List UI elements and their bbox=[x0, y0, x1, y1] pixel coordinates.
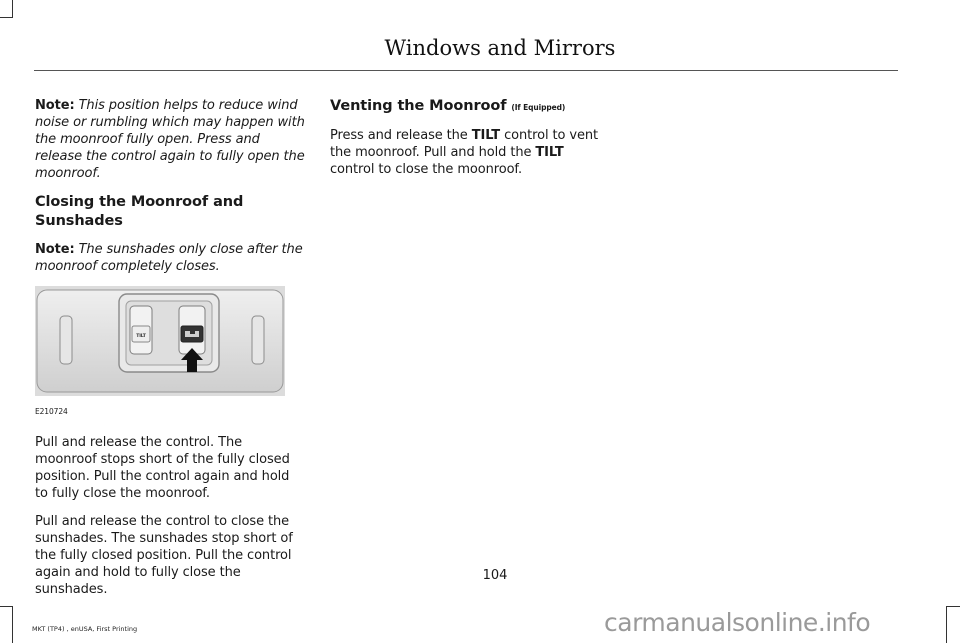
paragraph-close-sunshades: Pull and release the control to close the sunshades. The sunshades stop short of the fully closed position. Pull the control again and hold to fully close the sunshades. bbox=[35, 514, 293, 597]
page-header-title: Windows and Mirrors bbox=[384, 36, 616, 60]
right-column bbox=[330, 97, 608, 189]
crop-mark-bottom-left bbox=[12, 606, 13, 643]
watermark-link[interactable]: carmanualsonline.info bbox=[604, 608, 871, 637]
tilt-button-label: TILT bbox=[136, 334, 146, 339]
crop-mark-bottom-right bbox=[946, 606, 947, 643]
tilt-label: TILT bbox=[535, 145, 564, 160]
if-equipped-tag: (If Equipped) bbox=[511, 103, 566, 112]
section-heading-venting bbox=[330, 97, 608, 117]
note-sunshades bbox=[35, 241, 305, 275]
section-heading-closing: Closing the Moonroof and Sunshades bbox=[35, 194, 244, 229]
text-part: Press and release the bbox=[330, 128, 472, 143]
note-text: The sunshades only close after the moonroof completely closes. bbox=[35, 242, 303, 274]
figure-code: E210724 bbox=[35, 407, 68, 416]
header-divider bbox=[34, 70, 898, 71]
tilt-label: TILT bbox=[471, 128, 501, 143]
heading-text: Venting the Moonroof bbox=[330, 98, 507, 114]
footer-edition: MKT (TP4) , enUSA, First Printing bbox=[32, 625, 138, 633]
note-label: Note: bbox=[35, 242, 75, 257]
crop-mark-top-left bbox=[12, 0, 13, 18]
left-column bbox=[35, 97, 305, 609]
note-moonroof-position bbox=[35, 97, 305, 182]
crop-mark-bottom-left-h bbox=[0, 606, 12, 607]
page-number: 104 bbox=[482, 568, 508, 583]
text-part: control to close the moonroof. bbox=[330, 162, 523, 177]
note-text: This position helps to reduce wind noise or rumbling which may happen with the moonroof fully open. Press and release the control again to fully open the moonroof. bbox=[35, 98, 305, 181]
crop-mark-top-left-h bbox=[0, 17, 12, 18]
paragraph-venting bbox=[330, 127, 608, 178]
paragraph-close-moonroof: Pull and release the control. The moonroof stops short of the fully closed position. Pull the control again and hold to fully close the moonroof. bbox=[35, 435, 290, 501]
text-part: control to vent the moonroof. Pull and hold the bbox=[330, 128, 599, 160]
crop-mark-bottom-right-h bbox=[946, 606, 960, 607]
moonroof-control-illustration bbox=[35, 286, 285, 396]
note-label: Note: bbox=[35, 98, 75, 113]
